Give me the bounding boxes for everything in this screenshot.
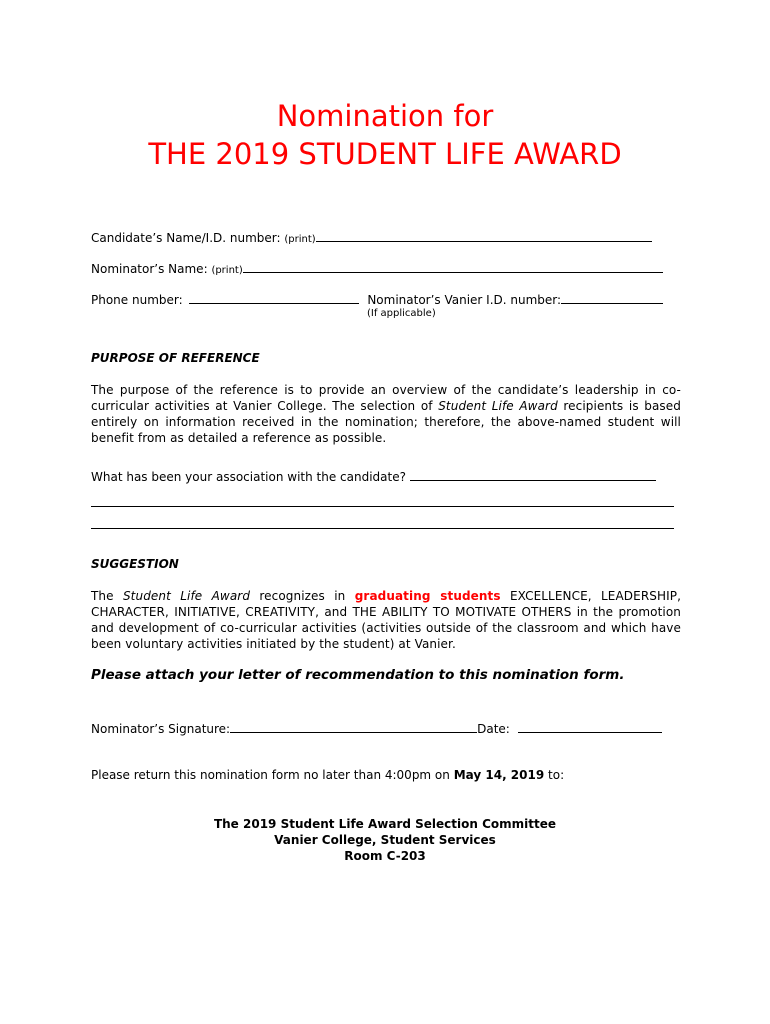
vanier-id-hint: (If applicable) [367, 308, 436, 319]
purpose-text: The purpose of the reference is to provide an overview of the candidate’s leadership in co-curricular activities at Vanier College. The selection of [91, 383, 681, 413]
signature-label: Nominator’s Signature: [91, 722, 231, 736]
committee-line-1: The 2019 Student Life Award Selection Committee [213, 817, 557, 831]
suggestion-text-end: EXCELLENCE, LEADERSHIP, CHARACTER, INITIATIVE, CREATIVITY, and THE ABILITY TO MOTIVATE OTHERS in the promotion and development of co-curricular activities (activities outside of the classroom and which have been voluntary activities initiated by the student) at Vanier. [91, 589, 681, 651]
candidate-label: Candidate’s Name/I.D. number: [91, 231, 281, 245]
suggestion-text-italic: Student Life Award [122, 589, 251, 603]
vanier-id-input-line[interactable] [561, 302, 663, 304]
purpose-text-end: recipients is based entirely on information received in the nomination; therefore, the above-named student will benefit from as detailed a reference as possible. [91, 399, 681, 445]
association-line-2[interactable] [91, 506, 674, 507]
date-input-line[interactable] [518, 731, 662, 733]
phone-label: Phone number: [91, 293, 183, 307]
association-field [91, 469, 656, 485]
association-line-3[interactable] [91, 528, 674, 529]
purpose-heading: PURPOSE OF REFERENCE [91, 351, 260, 365]
nominator-label: Nominator’s Name: [91, 262, 208, 276]
nominator-input-line[interactable] [243, 271, 663, 273]
return-note [91, 767, 564, 783]
association-question: What has been your association with the candidate? [91, 470, 406, 484]
vanier-id-label: Nominator’s Vanier I.D. number: [367, 293, 562, 307]
purpose-paragraph [91, 382, 681, 446]
association-input-line[interactable] [410, 479, 656, 481]
phone-input-line[interactable] [189, 302, 359, 304]
nominator-field [91, 261, 663, 279]
phone-field [91, 292, 663, 308]
return-note-end: to: [544, 768, 565, 782]
suggestion-text-mid: recognizes in [250, 589, 355, 603]
suggestion-highlight: graduating students [354, 589, 501, 603]
purpose-text-italic: Student Life Award [438, 399, 558, 413]
suggestion-heading: SUGGESTION [91, 557, 179, 571]
attach-note: Please attach your letter of recommendation to this nomination form. [91, 667, 625, 683]
signature-field [91, 721, 662, 737]
committee-line-2: Vanier College, Student Services [274, 833, 496, 847]
suggestion-paragraph [91, 588, 681, 652]
candidate-field [91, 230, 652, 248]
title-line-1: Nomination for [276, 99, 494, 133]
candidate-input-line[interactable] [316, 240, 652, 242]
signature-input-line[interactable] [230, 731, 477, 733]
committee-line-3: Room C-203 [344, 849, 426, 863]
date-label: Date: [477, 722, 510, 736]
candidate-hint: (print) [284, 234, 316, 245]
return-date: May 14, 2019 [453, 768, 545, 782]
return-note-text: Please return this nomination form no later than 4:00pm on [91, 768, 454, 782]
title-line-2: THE 2019 STUDENT LIFE AWARD [148, 137, 622, 171]
suggestion-text-start: The [91, 589, 123, 603]
nominator-hint: (print) [211, 265, 243, 276]
